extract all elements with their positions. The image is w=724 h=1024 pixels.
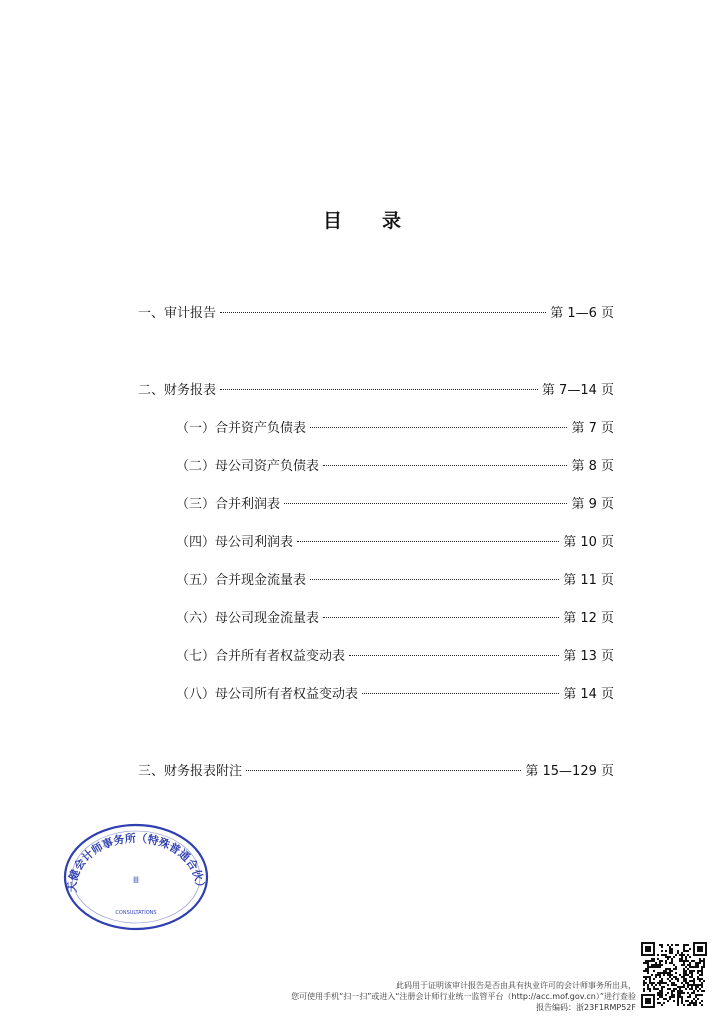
dot-leader xyxy=(284,503,567,504)
dot-leader xyxy=(310,579,559,580)
toc-entry-label: 二、财务报表 xyxy=(138,383,217,398)
toc-entry-label: 一、审计报告 xyxy=(138,306,217,321)
toc-entry-label: （七）合并所有者权益变动表 xyxy=(176,649,346,664)
dot-leader xyxy=(220,389,538,390)
toc-entry-page: 第 9 页 xyxy=(571,497,614,512)
toc-entry-label: （五）合并现金流量表 xyxy=(176,573,307,588)
toc-entry-page: 第 8 页 xyxy=(571,459,614,474)
svg-text:Ⅲ: Ⅲ xyxy=(132,876,140,886)
title-char-2: 录 xyxy=(382,210,402,232)
toc-entry-page: 第 12 页 xyxy=(563,611,614,626)
dot-leader xyxy=(349,655,559,656)
toc-entry-page: 第 13 页 xyxy=(563,649,614,664)
dot-leader xyxy=(323,617,559,618)
toc-entry-page: 第 10 页 xyxy=(563,535,614,550)
toc-entry-label: （三）合并利润表 xyxy=(176,497,281,512)
toc-entry-financial-statements[interactable] xyxy=(138,383,614,399)
dot-leader xyxy=(246,770,521,771)
dot-leader xyxy=(310,427,567,428)
toc-entry-page: 第 1—6 页 xyxy=(550,306,614,321)
toc-entry-notes[interactable] xyxy=(138,764,614,780)
toc-entry-label: （八）母公司所有者权益变动表 xyxy=(176,687,359,702)
toc-entry-consolidated-equity-changes[interactable] xyxy=(176,649,614,665)
footer-verify-line-1: 此码用于证明该审计报告是否由具有执业许可的会计师事务所出具， xyxy=(396,981,636,990)
toc-entry-page: 第 15—129 页 xyxy=(525,764,614,779)
toc-entry-page: 第 7 页 xyxy=(571,421,614,436)
toc-entry-parent-income-statement[interactable] xyxy=(176,535,614,551)
toc-entry-parent-cash-flow[interactable] xyxy=(176,611,614,627)
svg-text:CONSULTATIONS: CONSULTATIONS xyxy=(115,910,157,916)
toc-entry-consolidated-cash-flow[interactable] xyxy=(176,573,614,589)
toc-entry-parent-balance-sheet[interactable] xyxy=(176,459,614,475)
page-title xyxy=(0,206,724,233)
dot-leader xyxy=(362,693,559,694)
toc-entry-page: 第 14 页 xyxy=(563,687,614,702)
svg-text:天健会计师事务所（特殊普通合伙）: 天健会计师事务所（特殊普通合伙） xyxy=(65,831,207,893)
dot-leader xyxy=(297,541,559,542)
toc-entry-page: 第 11 页 xyxy=(563,573,614,588)
toc-entry-label: （四）母公司利润表 xyxy=(176,535,294,550)
toc-entry-consolidated-balance-sheet[interactable] xyxy=(176,421,614,437)
toc-entry-label: 三、财务报表附注 xyxy=(138,764,243,779)
toc-entry-label: （二）母公司资产负债表 xyxy=(176,459,320,474)
toc-entry-page: 第 7—14 页 xyxy=(541,383,614,398)
qr-code[interactable] xyxy=(641,942,707,1008)
footer-verify-line-2: 您可使用手机“扫一扫”或进入“注册会计师行业统一监管平台（http://acc.mof.gov.cn）”进行查验 xyxy=(291,992,636,1001)
footer-report-code: 报告编码：浙23F1RMP52F xyxy=(536,1003,636,1012)
toc-entry-parent-equity-changes[interactable] xyxy=(176,687,614,703)
dot-leader xyxy=(323,465,567,466)
toc-entry-label: （一）合并资产负债表 xyxy=(176,421,307,436)
toc-entry-audit-report[interactable] xyxy=(138,306,614,322)
toc-entry-consolidated-income-statement[interactable] xyxy=(176,497,614,513)
dot-leader xyxy=(220,312,546,313)
title-char-1: 目 xyxy=(322,210,342,232)
toc-entry-label: （六）母公司现金流量表 xyxy=(176,611,320,626)
company-seal xyxy=(62,822,210,932)
